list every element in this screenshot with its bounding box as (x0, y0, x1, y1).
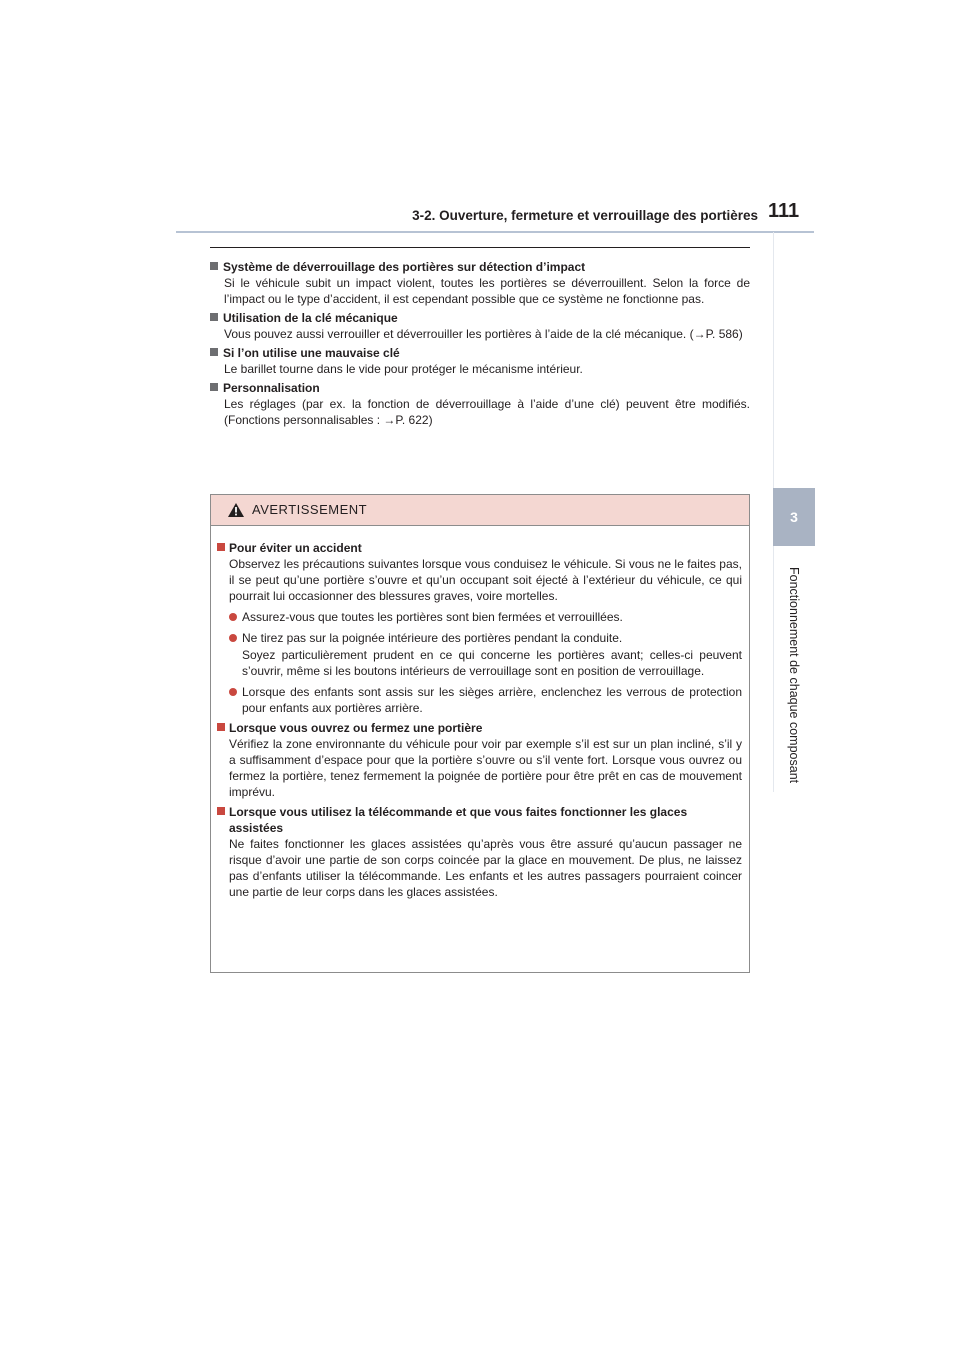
note-mechanical-key (210, 310, 750, 342)
warning-triangle-icon (227, 502, 245, 518)
square-bullet-icon (210, 313, 218, 321)
note-title: Personnalisation (223, 381, 320, 395)
circle-bullet-icon (229, 613, 237, 621)
warning-section-body: Vérifiez la zone environnante du véhicule pour voir par exemple s’il est sur un plan incliné, s’il y a suffisamment d’espace pour que la portière s’ouvre ou s’il vente fort. Lorsque vous ouvrez ou fermez la portière, tenez fermement la poignée de portière pour être prêt en cas de mouvement imprévu. (229, 737, 742, 799)
chapter-tab (773, 488, 815, 546)
note-impact-unlock (210, 259, 750, 307)
warning-box (210, 494, 750, 973)
note-body: Vous pouvez aussi verrouiller et déverrouiller les portières à l’aide de la clé mécanique. (→P. 586) (224, 327, 743, 341)
warning-section-remote-windows (217, 804, 742, 900)
chapter-label-text: Fonctionnement de chaque composant (787, 566, 801, 784)
warning-bullet (217, 609, 742, 625)
warning-section-title: Lorsque vous utilisez la télécommande et que vous faites fonctionner les glaces assistées (229, 805, 688, 835)
warning-section-title: Lorsque vous ouvrez ou fermez une portière (229, 721, 483, 735)
note-wrong-key (210, 345, 750, 377)
note-title: Système de déverrouillage des portières sur détection d’impact (223, 260, 586, 274)
bullet-text: Assurez-vous que toutes les portières sont bien fermées et verrouillées. (242, 610, 623, 624)
warning-header (211, 495, 749, 526)
notes-list (210, 259, 750, 431)
header-rule (176, 231, 814, 233)
circle-bullet-icon (229, 688, 237, 696)
note-body: Les réglages (par ex. la fonction de déverrouillage à l’aide d’une clé) peuvent être modifiés. (Fonctions personnalisables : →P. 622) (224, 397, 750, 427)
note-title: Si l’on utilise une mauvaise clé (223, 346, 400, 360)
chapter-label (772, 552, 816, 798)
square-bullet-icon (217, 723, 225, 731)
bullet-subtext: Soyez particulièrement prudent en ce qui concerne les portières avant; celles-ci peuvent s’ouvrir, même si les boutons intérieurs de verrouillage sont en position de verrouillage. (242, 648, 742, 678)
warning-section-body: Ne faites fonctionner les glaces assistées qu’après vous être assuré qu’aucun passager ne risque d’avoir une partie de son corps coincée par la glace en mouvement. De plus, ne laissez pas d’enfants utiliser la télécommande. Les enfants et les autres passagers pourraient coincer une partie de leur corps dans les glaces assistées. (229, 837, 742, 899)
note-body: Le barillet tourne dans le vide pour protéger le mécanisme intérieur. (224, 362, 583, 376)
circle-bullet-icon (229, 634, 237, 642)
note-title: Utilisation de la clé mécanique (223, 311, 398, 325)
note-body: Si le véhicule subit un impact violent, toutes les portières se déverrouillent. Selon la force de l’impact ou le type d’accident, il est cependant possible que ce système ne fonctionne pas. (224, 276, 750, 306)
warning-section-avoid-accident (217, 540, 742, 716)
warning-bullet (217, 684, 742, 716)
warning-bullet (217, 630, 742, 646)
warning-section-body: Observez les précautions suivantes lorsque vous conduisez le véhicule. Si vous ne le faites pas, il se peut qu’une portière s’ouvre et qu’un occupant soit éjecté à l’extérieur du véhicule, ce qui pourrait lui occasionner des blessures graves, voire mortelles. (229, 557, 742, 603)
square-bullet-icon (210, 383, 218, 391)
page-number-text: 111 (768, 200, 800, 222)
square-bullet-icon (217, 807, 225, 815)
square-bullet-icon (210, 348, 218, 356)
note-customization (210, 380, 750, 428)
bullet-text: Ne tirez pas sur la poignée intérieure des portières pendant la conduite. (242, 631, 623, 645)
section-title: 3-2. Ouverture, fermeture et verrouillage des portières (412, 208, 758, 223)
warning-body (211, 526, 749, 900)
bullet-text: Lorsque des enfants sont assis sur les sièges arrière, enclenchez les verrous de protection pour enfants aux portières arrière. (242, 685, 742, 715)
page-header (176, 196, 814, 232)
chapter-number: 3 (790, 509, 798, 525)
warning-section-title: Pour éviter un accident (229, 541, 362, 555)
square-bullet-icon (217, 543, 225, 551)
warning-section-door-open (217, 720, 742, 800)
content-rule (210, 247, 750, 248)
square-bullet-icon (210, 262, 218, 270)
warning-title: AVERTISSEMENT (252, 502, 368, 517)
